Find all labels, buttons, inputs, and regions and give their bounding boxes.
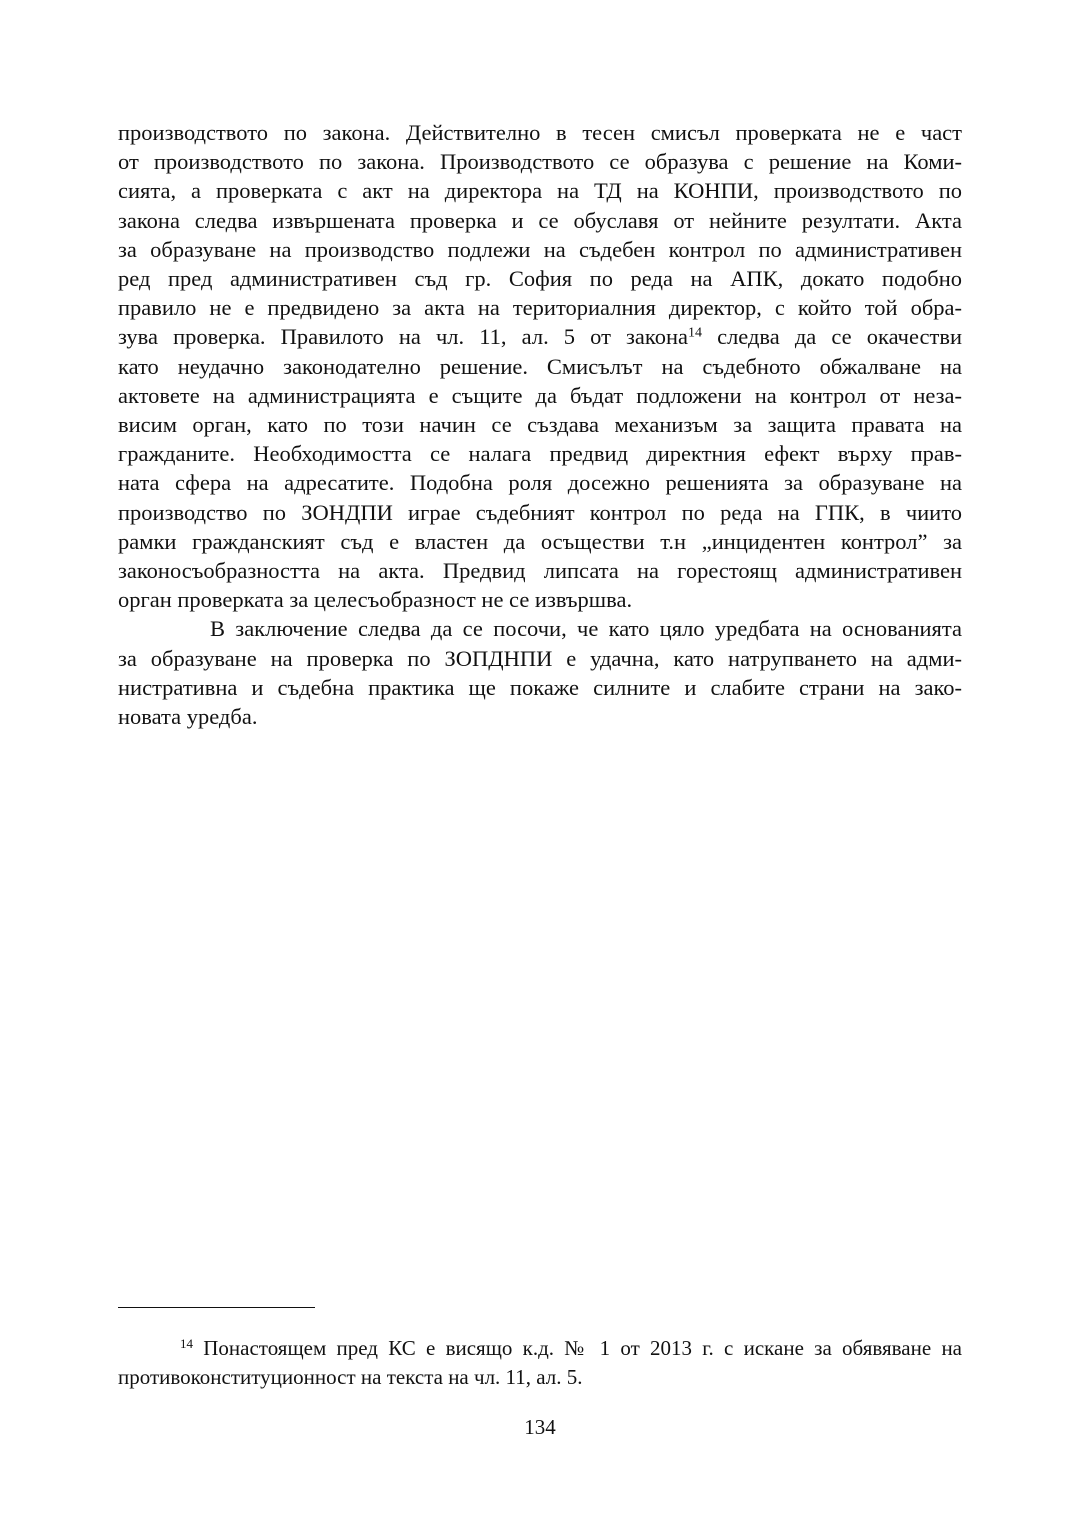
text-line: за образуване на производство подлежи на съдебен контрол по административен (118, 236, 962, 262)
footnote (118, 1334, 962, 1392)
footnote-text: Понастоящем пред КС е висящо к.д. № 1 от 2013 г. с искане за обявяване на (203, 1336, 963, 1360)
text-line: производство по ЗОНДПИ играе съдебният контрол по реда на ГПК, в чиито (118, 499, 962, 525)
text-line: новата уредба. (118, 704, 258, 730)
footnote-line: противоконституционност на текста на чл. 11, ал. 5. (118, 1365, 583, 1389)
text-segment: следва да се окачестви (717, 324, 962, 350)
page-number: 134 (524, 1415, 556, 1439)
text-line: актовете на администрацията е същите да бъдат подложени на контрол от неза- (118, 382, 962, 408)
text-line: нистративна и съдебна практика ще покаже силните и слабите страни на зако- (118, 674, 962, 700)
text-line: висим орган, като по този начин се създава механизъм за защита правата на (118, 412, 962, 438)
text-line: ната сфера на адресатите. Подобна роля досежно решенията за образуване на (118, 470, 962, 496)
text-line: В заключение следва да се посочи, че като цяло уредбата на основанията (210, 616, 962, 642)
footnote-separator (118, 1307, 315, 1308)
text-line: ред пред административен съд гр. София по реда на АПК, докато подобно (118, 266, 962, 292)
text-line: орган проверката за целесъобразност не се извършва. (118, 587, 633, 613)
text-line: от производството по закона. Производството се образува с решение на Коми- (118, 149, 962, 175)
text-line: закона следва извършената проверка и се обуславя от нейните резултати. Акта (118, 207, 962, 233)
body-text (118, 118, 962, 731)
text-line-with-footnote-ref (118, 322, 962, 351)
text-line: гражданите. Необходимостта се налага предвид директния ефект върху прав- (118, 441, 962, 467)
document-page (118, 118, 963, 1439)
paragraph-2 (118, 614, 962, 731)
text-segment: зува проверка. Правилото на чл. 11, ал. 5 от закона (118, 324, 688, 350)
text-line: за образуване на проверка по ЗОПДНПИ е удачна, като натрупването на адми- (118, 645, 962, 671)
footnote-reference[interactable]: 14 (687, 325, 702, 341)
text-line: като неудачно законодателно решение. Смисълът на съдебното обжалване на (118, 353, 962, 379)
paragraph-1 (118, 118, 962, 614)
text-line: производството по закона. Действително в тесен смисъл проверката не е част (118, 120, 962, 145)
footnote-line (118, 1334, 962, 1363)
text-line: законосъобразността на акта. Предвид липсата на горестоящ административен (118, 558, 962, 584)
text-line: сията, а проверката с акт на директора на ТД на КОНПИ, производството по (118, 178, 962, 204)
footnote-number: 14 (180, 1335, 193, 1351)
text-line: правило не е предвидено за акта на териториалния директор, с който той обра- (118, 295, 962, 321)
text-line: рамки гражданският съд е властен да осъществи т.н „инцидентен контрол” за (118, 528, 962, 554)
